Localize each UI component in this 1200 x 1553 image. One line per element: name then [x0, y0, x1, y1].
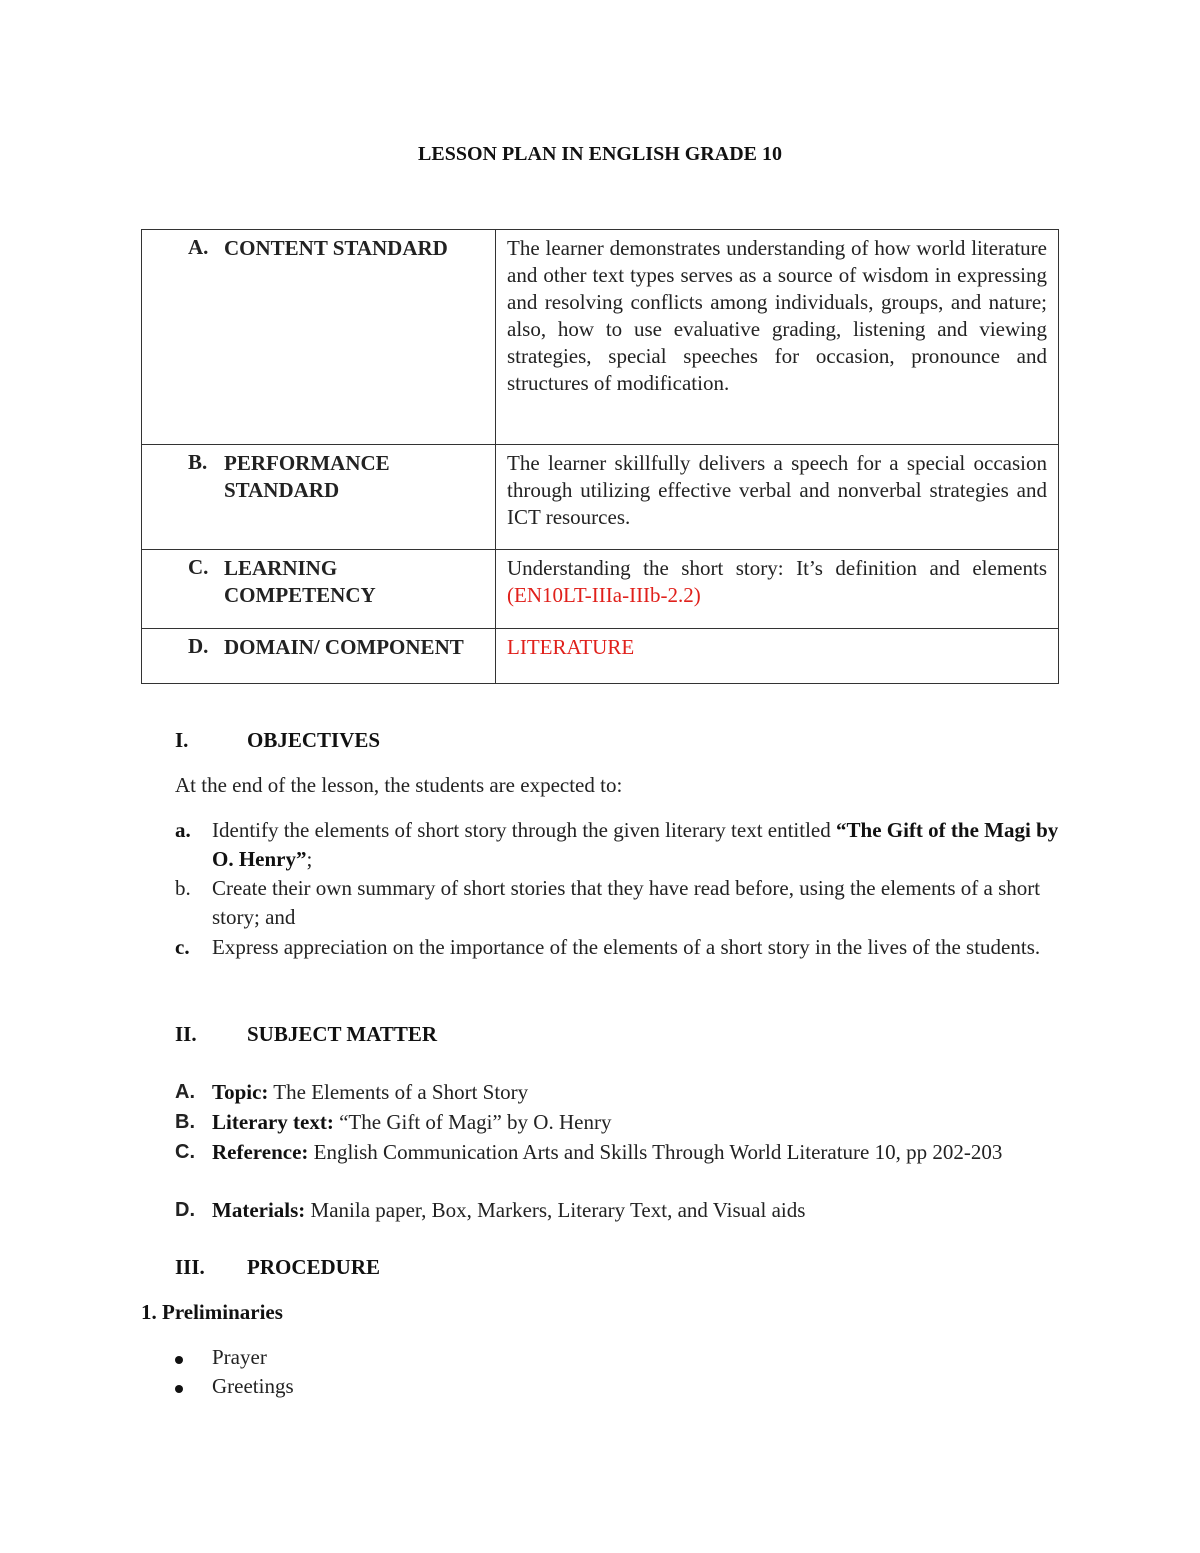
subject-label: Reference:	[212, 1140, 309, 1164]
objective-bold-text: “The Gift of the Magi by O. Henry”	[212, 818, 1059, 871]
standard-label-cell	[142, 445, 496, 550]
section-title: SUBJECT MATTER	[247, 1022, 438, 1046]
standard-letter: C.	[188, 555, 209, 579]
list-marker: B.	[175, 1111, 195, 1133]
procedure-heading	[175, 1255, 380, 1280]
standard-row	[142, 445, 1059, 550]
list-marker: A.	[175, 1081, 195, 1103]
standard-label: PERFORMANCE STANDARD	[224, 451, 390, 502]
standard-value-cell	[496, 445, 1059, 550]
bullet-text: Prayer	[212, 1345, 267, 1369]
standard-row	[142, 629, 1059, 684]
standard-red-text: (EN10LT-IIIa-IIIb-2.2)	[507, 583, 701, 607]
subject-text: The Elements of a Short Story	[268, 1080, 529, 1104]
standard-label: LEARNING COMPETENCY	[224, 556, 376, 607]
standard-letter: D.	[188, 634, 209, 658]
list-item	[175, 1345, 267, 1370]
list-marker: b.	[175, 876, 191, 900]
list-marker: C.	[175, 1141, 195, 1163]
objective-text: Identify the elements of short story through the given literary text entitled	[212, 818, 837, 842]
page-title: LESSON PLAN IN ENGLISH GRADE 10	[418, 143, 782, 165]
objective-text: Create their own summary of short stories that they have read before, using the elements of a short story; and	[212, 876, 1041, 929]
bullet-icon	[175, 1385, 183, 1393]
subject-label: Topic:	[212, 1080, 269, 1104]
standard-text: The learner skillfully delivers a speech for a special occasion through utilizing effective verbal and nonverbal strategies and ICT resources.	[507, 451, 1047, 529]
objective-text: Express appreciation on the importance of the elements of a short story in the lives of the students.	[212, 935, 1041, 959]
standard-label-cell	[142, 629, 496, 684]
list-marker: a.	[175, 818, 191, 842]
subject-matter-heading	[175, 1022, 437, 1047]
standard-value-cell	[496, 550, 1059, 629]
standards-table	[141, 229, 1059, 684]
bullet-text: Greetings	[212, 1374, 294, 1398]
subject-text: Manila paper, Box, Markers, Literary Text, and Visual aids	[305, 1198, 806, 1222]
list-item	[175, 1374, 294, 1399]
subject-label: Literary text:	[212, 1110, 334, 1134]
procedure-subheading: 1. Preliminaries	[141, 1300, 283, 1324]
standard-row	[142, 550, 1059, 629]
section-number: III.	[175, 1255, 205, 1279]
standard-value-cell	[496, 230, 1059, 445]
standard-letter: B.	[188, 450, 208, 474]
bullet-icon	[175, 1356, 183, 1364]
standard-letter: A.	[188, 235, 209, 259]
objective-item	[175, 816, 1065, 874]
subject-item	[175, 1108, 1065, 1137]
standard-text: The learner demonstrates understanding of how world literature and other text types serves as a source of wisdom in expressing and resolving conflicts among individuals, groups, and nature; also, how to use evaluative grading, listening and viewing strategies, special speeches for occasion, pronounce and structures of modification.	[507, 236, 1047, 395]
standard-label-cell	[142, 550, 496, 629]
subject-label: Materials:	[212, 1198, 306, 1222]
standard-text: Understanding the short story: It’s definition and elements	[507, 556, 1047, 580]
objectives-intro: At the end of the lesson, the students are expected to:	[175, 773, 623, 797]
objectives-heading	[175, 728, 380, 753]
standard-label: DOMAIN/ COMPONENT	[224, 635, 464, 659]
objective-item	[175, 933, 1065, 962]
subject-text: English Communication Arts and Skills Through World Literature 10, pp 202-203	[308, 1140, 1003, 1164]
subject-text: “The Gift of Magi” by O. Henry	[333, 1110, 612, 1134]
list-marker: c.	[175, 935, 190, 959]
objective-tail: ;	[306, 847, 313, 871]
section-title: OBJECTIVES	[247, 728, 381, 752]
section-number: II.	[175, 1022, 197, 1046]
standard-row	[142, 230, 1059, 445]
standard-label: CONTENT STANDARD	[224, 236, 448, 260]
standard-value-cell	[496, 629, 1059, 684]
objective-item	[175, 874, 1065, 932]
subject-item	[175, 1196, 1065, 1225]
section-number: I.	[175, 728, 189, 752]
subject-item	[175, 1078, 1065, 1107]
list-marker: D.	[175, 1199, 195, 1221]
standard-label-cell	[142, 230, 496, 445]
standard-red-text: LITERATURE	[507, 635, 635, 659]
section-title: PROCEDURE	[247, 1255, 381, 1279]
subject-item	[175, 1138, 1065, 1167]
